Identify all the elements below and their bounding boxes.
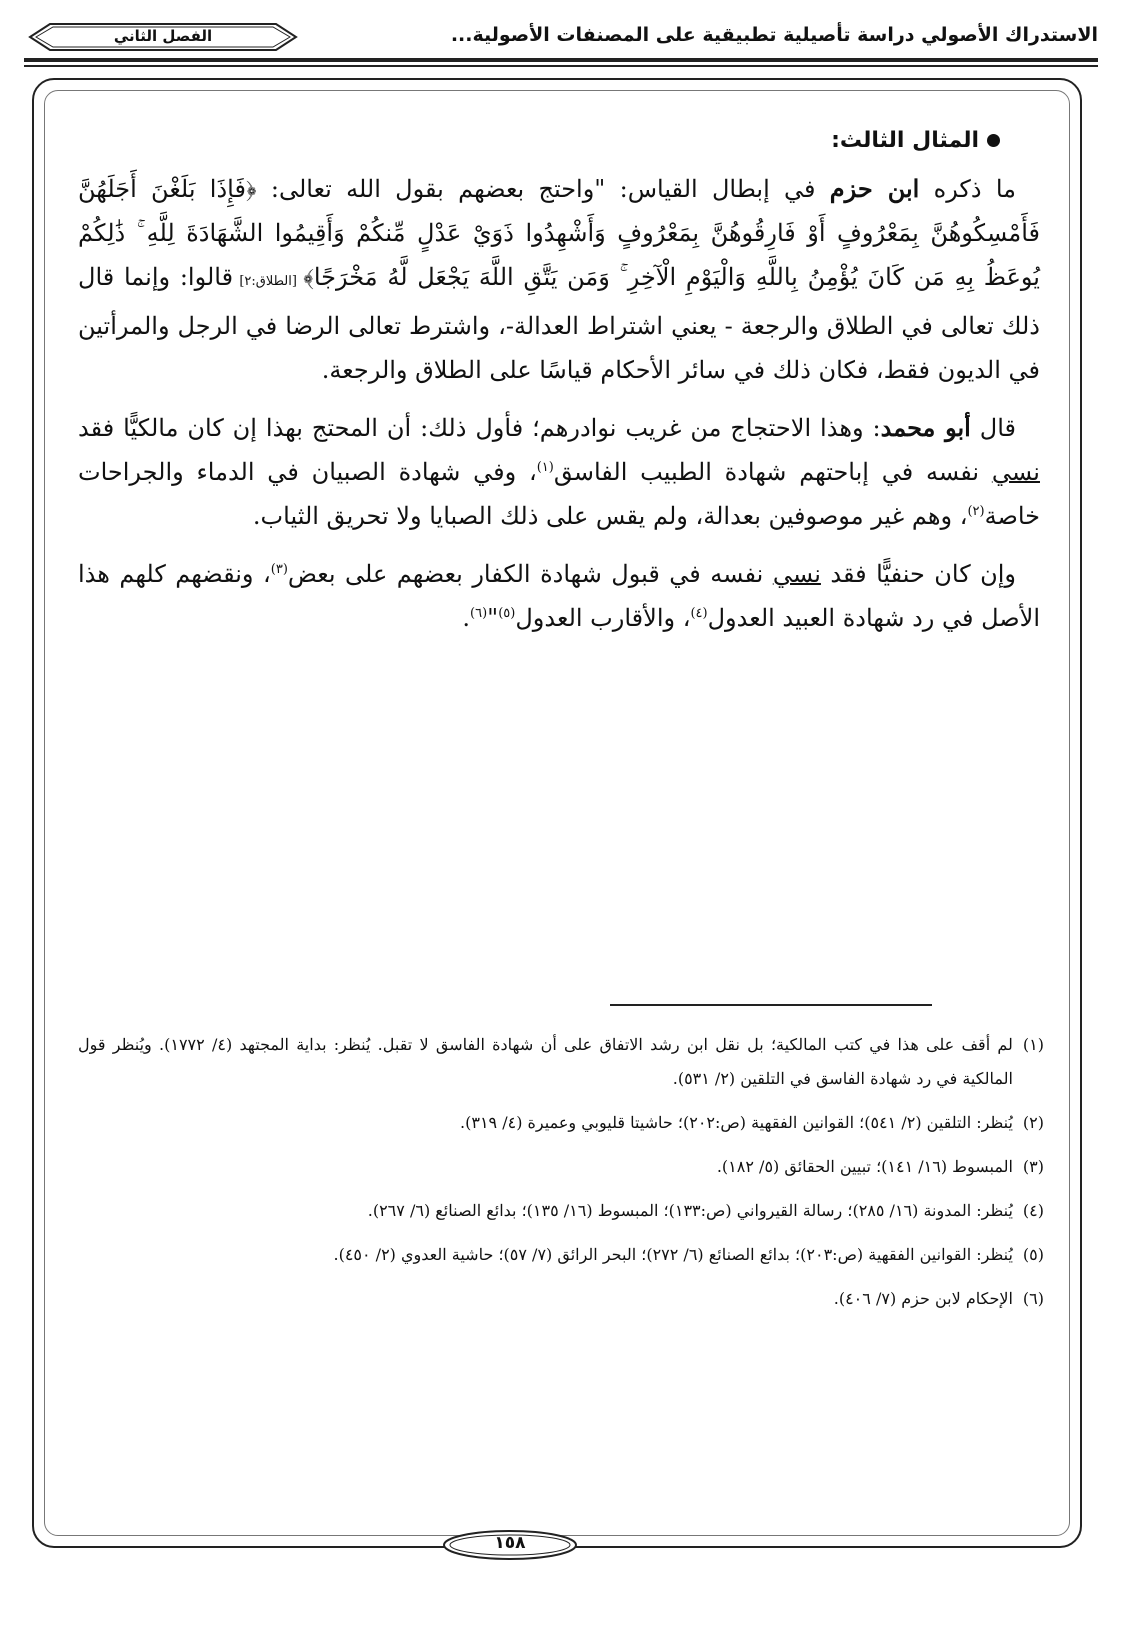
main-content [78,128,1040,654]
footnote-separator [610,1004,932,1006]
closing-quote: " [487,604,499,632]
paragraph-1 [78,167,1040,392]
footnote-text: يُنظر: القوانين الفقهية (ص:٢٠٣)؛ بدائع الصنائع (٦/ ٢٧٢)؛ البحر الرائق (٧/ ٥٧)؛ حاشية العدوي (٢/ ٤٥٠). [333,1245,1013,1264]
p2-text-d: نفسه في إباحتهم شهادة الطبيب الفاسق [553,458,992,486]
footnote-item [78,1238,1044,1272]
page-number [440,1528,580,1562]
header-rule-thin [24,65,1098,67]
quran-verse: ﴿فَإِذَا بَلَغْنَ أَجَلَهُنَّ فَأَمْسِكُوهُنَّ بِمَعْرُوفٍ أَوْ فَارِقُوهُنَّ بِمَعْرُوفٍ وَأَشْهِدُوا ذَوَيْ عَدْلٍ مِّنكُمْ وَأَقِيمُوا الشَّهَادَةَ لِلَّهِ ۚ ذَٰلِكُمْ يُوعَظُ بِهِ مَن كَانَ يُؤْمِنُ بِاللَّهِ وَالْيَوْمِ الْآخِرِ ۚ وَمَن يَتَّقِ اللَّهَ يَجْعَل لَّهُ مَخْرَجًا﴾ [78,175,1040,291]
footnote-text: يُنظر: التلقين (٢/ ٥٤١)؛ القوانين الفقهية (ص:٢٠٢)؛ حاشيتا قليوبي وعميرة (٤/ ٣١٩). [460,1113,1013,1132]
author-name-abu-muhammad: أبو محمد [880,413,971,442]
footnote-ref-3[interactable]: (٣) [270,562,288,577]
p3-text-a: وإن كان حنفيًّا فقد [820,560,1017,588]
book-title: الاستدراك الأصولي دراسة تأصيلية تطبيقية على المصنفات الأصولية... [450,24,1098,46]
p2-text-e: ، وفي شهادة الصبيان في الدماء والجراحات خاصة [78,458,1040,530]
quran-reference: [الطلاق:٢] [233,274,304,289]
footnote-ref-4[interactable]: (٤) [690,606,708,621]
p3-text-e: . [462,604,471,632]
footnote-ref-5[interactable]: (٥) [498,606,516,621]
p1-text-a: ما ذكره [919,175,1016,203]
underlined-word: نسي [991,458,1040,486]
paragraph-3 [78,552,1040,640]
p2-text-f: ، وهم غير موصوفين بعدالة، ولم يقس على ذلك الصبايا ولا تحريق الثياب. [252,502,968,530]
footnote-number: (١) [1022,1035,1044,1054]
footnote-text: لم أقف على هذا في كتب المالكية؛ بل نقل ابن رشد الاتفاق على أن شهادة الفاسق لا تقبل. يُنظر: بداية المجتهد (٤/ ١٧٧٢). ويُنظر قول المالكية في رد شهادة الفاسق في التلقين (٢/ ٥٣١). [78,1035,1013,1088]
chapter-tab [28,22,298,52]
section-title [78,128,1000,153]
page-number-text: ١٥٨ [494,1533,526,1553]
footnote-item [78,1150,1044,1184]
footnote-number: (٢) [1022,1113,1044,1132]
p2-text-c: : وهذا الاحتجاج من غريب نوادرهم؛ فأول ذلك: أن المحتج بهذا إن كان مالكيًّا فقد [78,414,881,442]
section-title-text: المثال الثالث: [831,128,979,153]
footnote-item [78,1028,1044,1096]
p2-text-a: قال [970,414,1016,442]
author-name-ibn-hazm: ابن حزم [829,174,920,203]
p3-text-b: نفسه في قبول شهادة الكفار بعضهم على بعض [287,560,773,588]
footnote-ref-6[interactable]: (٦) [470,606,488,621]
underlined-word: نسي [772,560,821,588]
footnote-item [78,1282,1044,1316]
footnote-text: المبسوط (١٦/ ١٤١)؛ تبيين الحقائق (٥/ ١٨٢). [716,1157,1013,1176]
header-rule [24,58,1098,62]
footnote-text: الإحكام لابن حزم (٧/ ٤٠٦). [833,1289,1013,1308]
footnote-ref-2[interactable]: (٢) [967,504,985,519]
chapter-label: الفصل الثاني [113,27,213,45]
footnote-number: (٥) [1022,1245,1044,1264]
bullet-icon [987,134,1000,147]
footnote-number: (٦) [1022,1289,1044,1308]
paragraph-2 [78,406,1040,538]
footnote-number: (٣) [1022,1157,1044,1176]
footnotes [78,1028,1044,1326]
p3-text-c: ، ونقضهم كلهم هذا الأصل في رد شهادة العبيد العدول [78,560,1040,632]
footnote-number: (٤) [1022,1201,1044,1220]
footnote-item [78,1106,1044,1140]
p3-text-d: ، والأقارب العدول [515,604,691,632]
p1-text-d: قالوا: وإنما قال ذلك تعالى في الطلاق والرجعة - يعني اشتراط العدالة-، واشترط تعالى الرضا في الرجل والمرأتين في الديون فقط، فكان ذلك في سائر الأحكام قياسًا على الطلاق والرجعة. [78,263,1040,384]
p1-text-c: في إبطال القياس: "واحتج بعضهم بقول الله تعالى: [256,175,830,203]
page-header [24,18,1098,70]
footnote-text: يُنظر: المدونة (١٦/ ٢٨٥)؛ رسالة القيرواني (ص:١٣٣)؛ المبسوط (١٦/ ١٣٥)؛ بدائع الصنائع (٦/ ٢٦٧). [367,1201,1013,1220]
footnote-ref-1[interactable]: (١) [536,460,554,475]
footnote-item [78,1194,1044,1228]
